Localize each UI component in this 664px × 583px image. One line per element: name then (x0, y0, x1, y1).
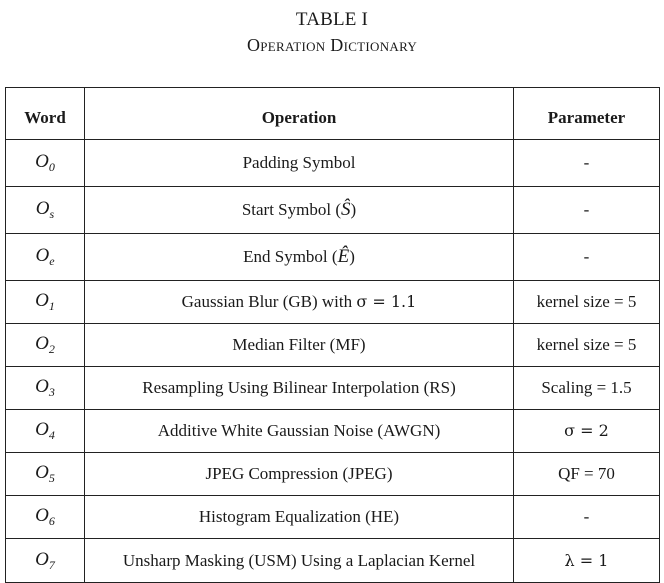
operation-cell (85, 367, 514, 410)
operation-cell (85, 187, 514, 234)
word-symbol: $O_1$ (35, 290, 55, 313)
operation-text: Additive White Gaussian Noise (AWGN) (157, 421, 441, 440)
word-cell (6, 140, 85, 187)
parameter-text: kernel size = 5 (536, 335, 637, 354)
parameter-text: - (583, 200, 590, 219)
operation-text: Gaussian Blur (GB) with σ = 1.1 (181, 292, 417, 311)
word-symbol: $O_5$ (35, 462, 55, 485)
operation-cell (85, 140, 514, 187)
parameter-text: - (583, 507, 590, 526)
parameter-text: Scaling = 1.5 (541, 378, 632, 397)
parameter-cell (514, 281, 660, 324)
table-row (6, 367, 660, 410)
word-cell (6, 324, 85, 367)
table-row (6, 496, 660, 539)
operation-text: End Symbol (Ê) (243, 246, 355, 267)
word-symbol: $O_6$ (35, 505, 55, 528)
parameter-cell (514, 324, 660, 367)
header-operation: Operation (85, 88, 514, 140)
table-row (6, 234, 660, 281)
parameter-cell (514, 453, 660, 496)
word-cell (6, 453, 85, 496)
operation-text: Median Filter (MF) (232, 335, 366, 354)
word-cell (6, 281, 85, 324)
word-cell (6, 187, 85, 234)
operation-text: Unsharp Masking (USM) Using a Laplacian Kernel (122, 550, 476, 570)
table-row (6, 140, 660, 187)
word-cell (6, 410, 85, 453)
operation-text: JPEG Compression (JPEG) (205, 464, 393, 483)
table-row (6, 539, 660, 583)
operation-cell (85, 234, 514, 281)
parameter-cell (514, 539, 660, 583)
parameter-cell (514, 367, 660, 410)
table-row (6, 453, 660, 496)
parameter-cell (514, 187, 660, 234)
table-subtitle: Operation Dictionary (246, 35, 418, 55)
table-row (6, 281, 660, 324)
parameter-cell (514, 234, 660, 281)
operation-cell (85, 281, 514, 324)
word-symbol: $O_0$ (35, 151, 55, 174)
header-row (6, 88, 660, 140)
word-symbol: $O_2$ (35, 333, 55, 356)
parameter-cell (514, 410, 660, 453)
word-symbol: $O_4$ (35, 419, 55, 442)
parameter-cell (514, 140, 660, 187)
header-word: Word (6, 88, 85, 140)
operation-cell (85, 539, 514, 583)
word-symbol: $O_s$ (35, 198, 55, 221)
operation-text: Resampling Using Bilinear Interpolation (RS) (142, 378, 456, 397)
parameter-text: QF = 70 (558, 464, 615, 483)
operation-cell (85, 496, 514, 539)
table-title: TABLE I (295, 9, 369, 30)
word-cell (6, 496, 85, 539)
table-row (6, 410, 660, 453)
parameter-text: - (583, 247, 590, 266)
parameter-text: σ = 2 (564, 421, 609, 440)
parameter-text: λ = 1 (564, 550, 609, 570)
word-symbol: $O_e$ (35, 245, 55, 268)
word-cell (6, 539, 85, 583)
word-symbol: $O_3$ (35, 376, 55, 399)
parameter-text: - (583, 153, 590, 172)
table-row (6, 187, 660, 234)
operation-cell (85, 453, 514, 496)
parameter-cell (514, 496, 660, 539)
header-parameter: Parameter (514, 88, 660, 140)
operation-text: Histogram Equalization (HE) (198, 507, 400, 526)
operation-cell (85, 324, 514, 367)
parameter-text: kernel size = 5 (536, 292, 637, 311)
word-cell (6, 234, 85, 281)
operation-cell (85, 410, 514, 453)
operation-text: Start Symbol (Ŝ) (241, 199, 357, 220)
table-row (6, 324, 660, 367)
operation-text: Padding Symbol (242, 153, 356, 172)
operation-dictionary-table (5, 87, 660, 583)
word-symbol: $O_7$ (35, 548, 55, 572)
word-cell (6, 367, 85, 410)
